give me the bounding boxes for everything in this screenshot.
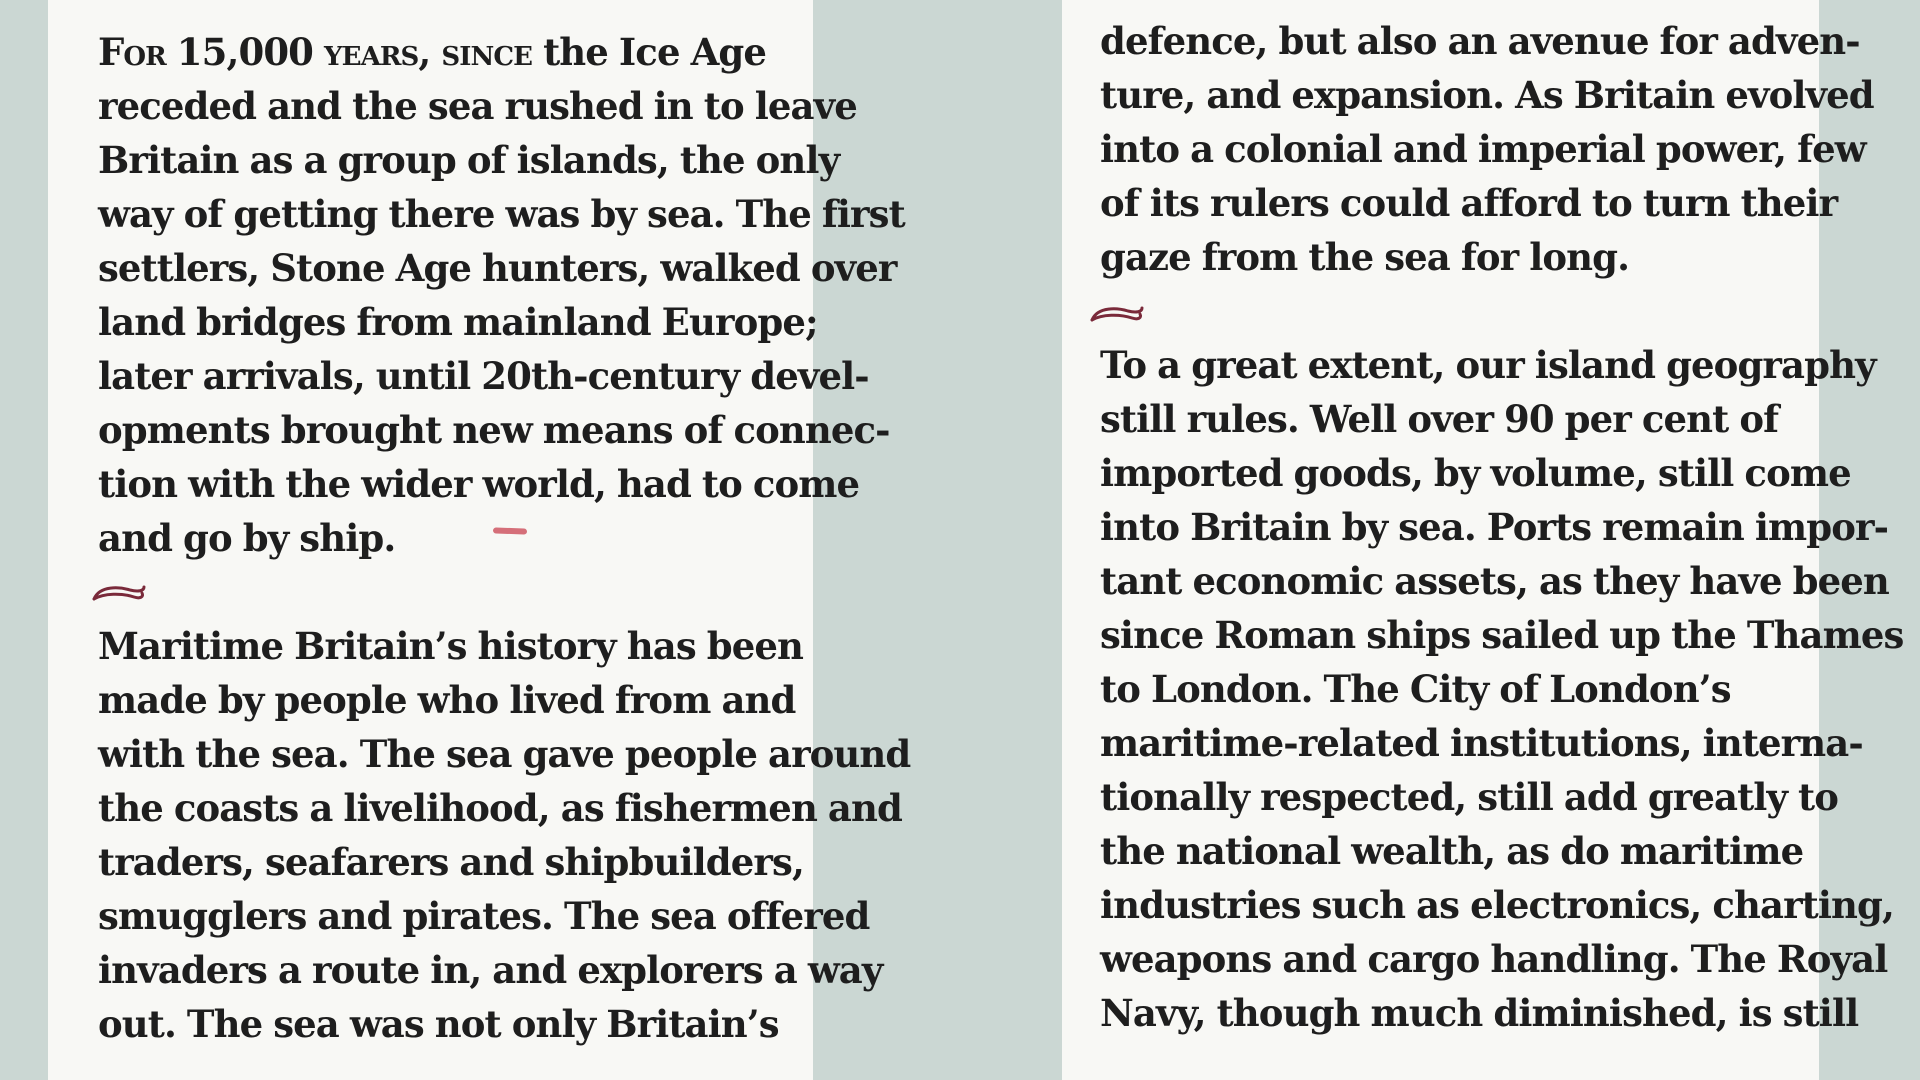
text-line-content: imported goods, by volume, still come: [1100, 451, 1851, 495]
text-line: [98, 781, 902, 835]
text-line-content: land bridges from mainland Europe;: [98, 300, 818, 344]
text-line: [98, 511, 798, 565]
text-line-content: smugglers and pirates. The sea offered: [98, 894, 870, 938]
text-line: [98, 403, 890, 457]
text-line: [98, 133, 840, 187]
text-line: [98, 889, 870, 943]
text-line: [1100, 14, 1860, 68]
text-line-content: into a colonial and imperial power, few: [1100, 127, 1866, 171]
right-paragraph-1: [1100, 14, 1874, 284]
text-line: [1100, 446, 1851, 500]
right-paragraph-2: [1100, 338, 1904, 1040]
text-line: [1100, 338, 1876, 392]
text-line-content: tant economic assets, as they have been: [1100, 559, 1889, 603]
text-line: [98, 295, 818, 349]
text-line: [98, 673, 798, 727]
text-line: [1100, 500, 1889, 554]
text-line-content: later arrivals, until 20th-century devel-: [98, 354, 869, 398]
text-line: [98, 25, 798, 79]
text-line: [1100, 392, 1800, 446]
text-line: [98, 727, 911, 781]
swash-ornament-icon: [90, 581, 148, 607]
text-line: [1100, 824, 1804, 878]
text-line-content: traders, seafarers and shipbuilders,: [98, 840, 804, 884]
left-text-column: [98, 25, 911, 1051]
text-line-content: way of getting there was by sea. The first: [98, 192, 905, 236]
text-line: [98, 619, 804, 673]
text-line-content: To a great extent, our island geography: [1100, 343, 1876, 387]
text-line-content: maritime-related institutions, interna-: [1100, 721, 1863, 765]
text-line: [98, 349, 869, 403]
text-line-content: since Roman ships sailed up the Thames: [1100, 613, 1904, 657]
text-line-content: of its rulers could afford to turn their: [1100, 181, 1838, 225]
text-line-content: Navy, though much diminished, is still: [1100, 991, 1859, 1035]
text-line-content: the national wealth, as do maritime: [1100, 829, 1804, 873]
left-paragraph-2: [98, 619, 911, 1051]
text-line: [1100, 122, 1866, 176]
text-line-content: made by people who lived from and: [98, 678, 796, 722]
text-line-content: out. The sea was not only Britain’s: [98, 1002, 779, 1046]
text-line-content: the Ice Age: [532, 30, 766, 74]
text-line: [98, 997, 798, 1051]
text-line-content: weapons and cargo handling. The Royal: [1100, 937, 1888, 981]
text-line-content: to London. The City of London’s: [1100, 667, 1731, 711]
text-line: [98, 835, 804, 889]
text-line-content: receded and the sea rushed in to leave: [98, 84, 857, 128]
right-page: [1062, 0, 1904, 1080]
text-line-content: the coasts a livelihood, as fishermen and: [98, 786, 902, 830]
text-line: [98, 457, 860, 511]
text-line: [98, 187, 905, 241]
text-line: [98, 79, 857, 133]
left-paragraph-1: [98, 25, 905, 565]
text-line-content: with the sea. The sea gave people around: [98, 732, 911, 776]
text-line: [1100, 230, 1800, 284]
text-line-content: opments brought new means of connec-: [98, 408, 890, 452]
section-divider: [98, 565, 798, 619]
right-text-column: [1100, 14, 1904, 1040]
text-line-content: ture, and expansion. As Britain evolved: [1100, 73, 1874, 117]
text-line: [1100, 68, 1874, 122]
text-line: [98, 943, 883, 997]
text-line: [1100, 176, 1838, 230]
section-divider: [1100, 284, 1800, 338]
text-line-content: still rules. Well over 90 per cent of: [1100, 397, 1779, 441]
lead-in-small-caps: For 15,000 years, since: [98, 30, 533, 74]
swash-ornament-icon: [1088, 302, 1146, 328]
text-line: [1100, 716, 1863, 770]
text-line: [1100, 878, 1894, 932]
ink-mark: [493, 527, 527, 534]
text-line-content: tionally respected, still add greatly to: [1100, 775, 1839, 819]
text-line: [1100, 770, 1839, 824]
text-line-content: and go by ship.: [98, 516, 396, 560]
text-line: [1100, 662, 1800, 716]
text-line: [1100, 608, 1904, 662]
text-line: [98, 241, 897, 295]
text-line: [1100, 932, 1888, 986]
text-line-content: defence, but also an avenue for adven-: [1100, 19, 1860, 63]
text-line-content: industries such as electronics, charting,: [1100, 883, 1894, 927]
text-line-content: Maritime Britain’s history has been: [98, 624, 804, 668]
text-line: [1100, 986, 1859, 1040]
left-page: [48, 0, 911, 1080]
text-line: [1100, 554, 1889, 608]
text-line-content: settlers, Stone Age hunters, walked over: [98, 246, 897, 290]
text-line-content: gaze from the sea for long.: [1100, 235, 1630, 279]
text-line-content: Britain as a group of islands, the only: [98, 138, 840, 182]
text-line-content: invaders a route in, and explorers a way: [98, 948, 883, 992]
text-line-content: tion with the wider world, had to come: [98, 462, 860, 506]
text-line-content: into Britain by sea. Ports remain impor-: [1100, 505, 1889, 549]
